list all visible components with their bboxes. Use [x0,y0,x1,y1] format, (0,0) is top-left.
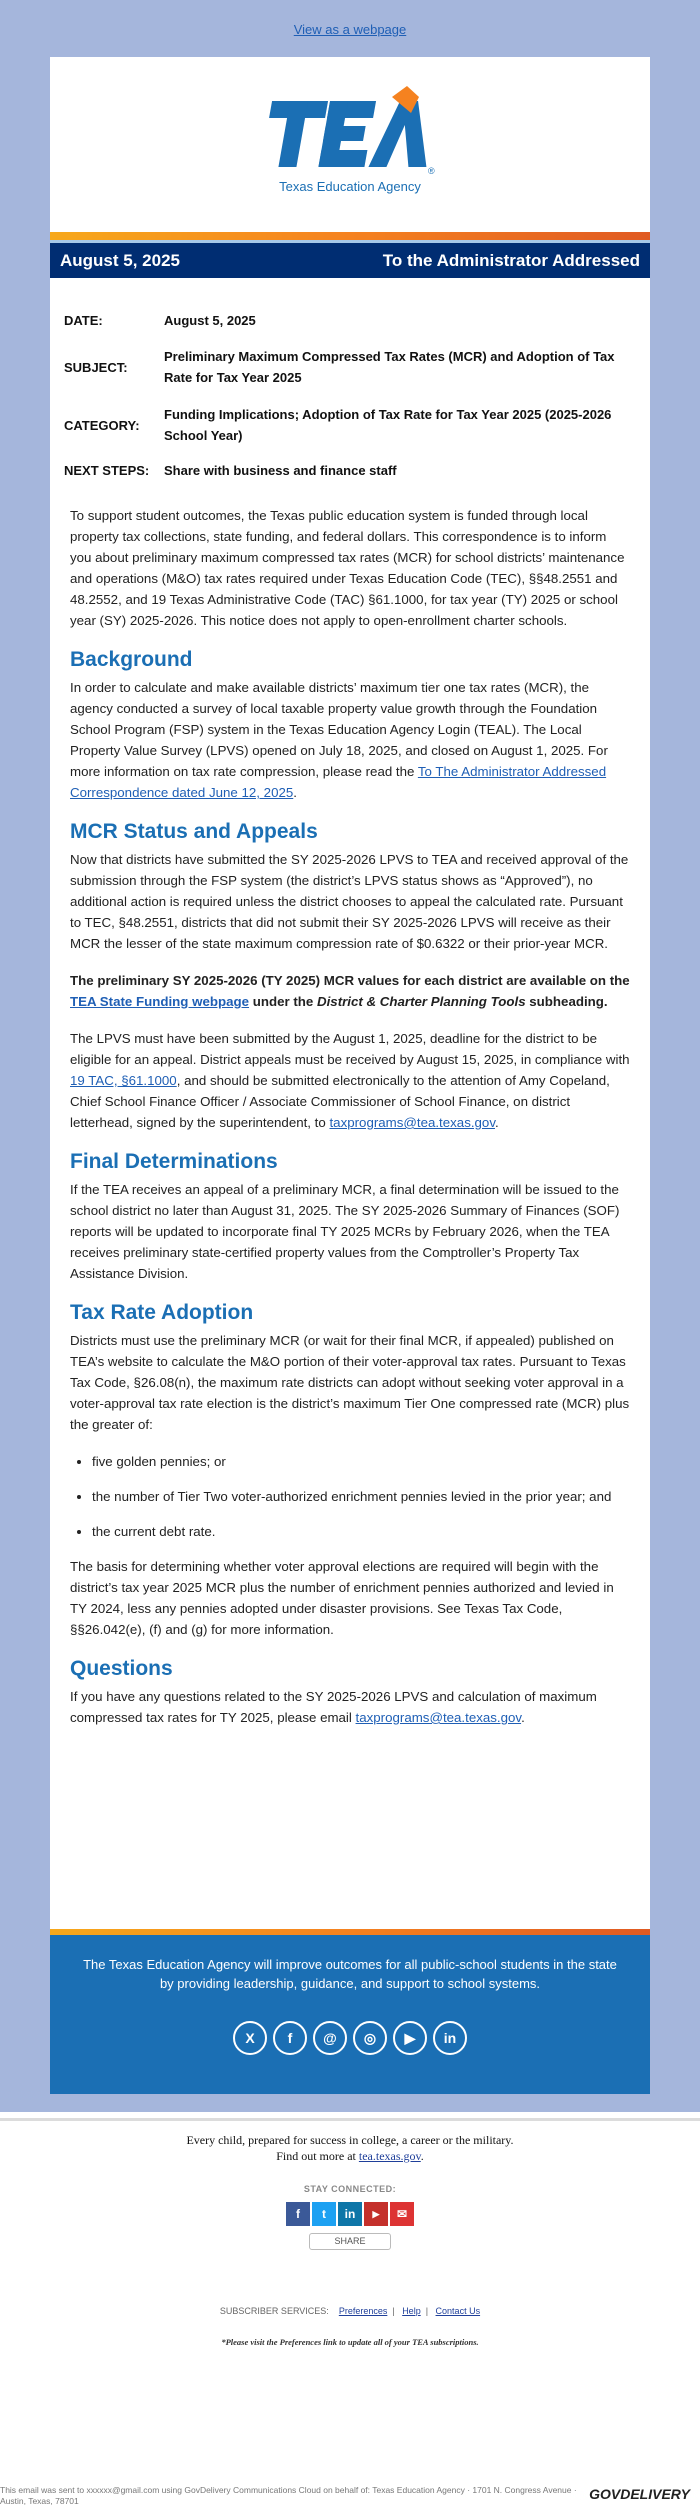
intro-paragraph: To support student outcomes, the Texas public education system is funded through local property tax collections, state funding, and federal dollars. This correspondence is to inform you about preliminary maximum compressed tax rates (MCR) for school districts’ maintenance and operations (M&O) tax rates required under Texas Education Code (TEC), §§48.2551 and 48.2552, and 19 Texas Administrative Code (TAC) §61.1000, for tax year (TY) 2025 or school year (SY) 2025-2026. This notice does not apply to open-enrollment charter schools. [70,508,625,628]
state-funding-link[interactable]: TEA State Funding webpage [70,994,250,1009]
mission-statement: The Texas Education Agency will improve outcomes for all public-school students in the state by providing leadership, guidance, and support to school systems. [83,1957,617,1991]
questions-paragraph: If you have any questions related to the SY 2025-2026 LPVS and calculation of maximum compressed tax rates for TY 2025, please email taxprograms@tea.texas.gov. [70,1689,597,1725]
tea-logo [50,73,650,223]
accent-stripe [50,232,650,240]
final-determinations-heading: Final Determinations [70,1150,278,1173]
legal-notice: This email was sent to xxxxxx@gmail.com using GovDelivery Communications Cloud on behalf of: Texas Education Agency · 1701 N. Congress Avenue · Austin, Texas, 78701 [0,2485,577,2506]
list-item: • the number of Tier Two voter-authorized enrichment pennies levied in the prior year; and [92,1486,630,1507]
social-links [50,2021,650,2055]
questions-heading: Questions [70,1657,173,1680]
govdelivery-logo: GOVDELIVERY [589,2486,690,2502]
meta-row-next-steps: NEXT STEPS: Share with business and finance staff [64,462,397,478]
questions-email-link[interactable]: taxprograms@tea.texas.gov [355,1710,522,1725]
memo-metadata [64,303,636,487]
divider [0,2118,700,2121]
agency-name: Texas Education Agency [279,179,421,194]
email-card [50,57,650,2094]
tagline: Every child, prepared for success in college, a career or the military. Find out more at tea.texas.gov. [186,2133,514,2163]
mcr-availability-note: The preliminary SY 2025-2026 (TY 2025) MCR values for each district are available on the TEA State Funding webpage under the District & Charter Planning Tools subheading. [70,973,630,1009]
view-as-webpage-link[interactable]: View as a webpage [293,22,407,37]
meta-row-subject: SUBJECT: Preliminary Maximum Compressed Tax Rates (MCR) and Adoption of Tax Rate for Tax Year 2025 [64,349,615,385]
background-paragraph: In order to calculate and make available districts’ maximum tier one tax rates (MCR), the agency conducted a survey of local taxable property value growth through the Foundation School Program (FSP) system in the Texas Education Agency Login (TEAL). The Local Property Value Survey (LPVS) opened on July 18, 2025, and closed on August 1, 2025. For more information on tax rate compression, please read the To The Administrator Addressed Correspondence dated June 12, 2025. [70,680,608,800]
subscriber-services: SUBSCRIBER SERVICES: Preferences | Help | Contact Us [219,2306,481,2316]
facebook-icon[interactable]: f [273,2021,307,2055]
june-correspondence-link[interactable]: To The Administrator Addressed Correspondence dated June 12, 2025 [70,764,607,800]
help-link[interactable]: Help [402,2306,421,2316]
list-item: • five golden pennies; or [92,1451,630,1472]
mcr-heading: MCR Status and Appeals [70,820,318,843]
tea-logo-mark [255,73,445,213]
list-item: • the current debt rate. [92,1521,630,1542]
threads-icon[interactable]: @ [313,2021,347,2055]
stay-connected-icons [0,2202,700,2226]
tax-rate-adoption-heading: Tax Rate Adoption [70,1301,254,1324]
instagram-icon[interactable]: ◎ [353,2021,387,2055]
tac-link[interactable]: 19 TAC, §61.1000 [70,1073,177,1088]
meta-row-category: CATEGORY: Funding Implications; Adoption of Tax Rate for Tax Year 2025 (2025-2026 School Year) [64,407,612,443]
adoption-bullets [70,1451,630,1542]
banner-date: August 5, 2025 [60,251,180,270]
banner-audience: To the Administrator Addressed [382,251,640,270]
youtube-icon[interactable]: ▶ [393,2021,427,2055]
background-heading: Background [70,648,193,671]
linkedin-icon[interactable]: in [338,2202,362,2226]
tea-website-link[interactable]: tea.texas.gov [358,2149,421,2163]
facebook-icon[interactable]: f [286,2202,310,2226]
stay-connected-label: STAY CONNECTED: [303,2184,397,2194]
meta-row-date: DATE: August 5, 2025 [64,312,256,328]
tax-rate-adoption-paragraph: Districts must use the preliminary MCR (or wait for their final MCR, if appealed) published on TEA’s website to calculate the M&O portion of their voter-approval tax rates. Pursuant to Texas Tax Code, §26.08(n), the maximum rate districts can adopt without seeking voter approval in a voter-approval tax rate election is the district’s maximum Tier One compressed rate (MCR) plus the greater of: [70,1333,630,1432]
twitter-icon[interactable]: t [312,2202,336,2226]
email-icon[interactable]: ✉ [390,2202,414,2226]
contact-us-link[interactable]: Contact Us [435,2306,481,2316]
youtube-icon[interactable]: ▶ [364,2202,388,2226]
mcr-paragraph: Now that districts have submitted the SY 2025-2026 LPVS to TEA and received approval of the submission through the FSP system (the district’s LPVS status shows as “Approved”), no additional action is required unless the district chooses to appeal the calculated rate. Pursuant to TEC, §48.2551, districts that did not submit their SY 2025-2026 LPVS will receive as their MCR the lesser of the state maximum compression rate of $0.6322 or their prior-year MCR. [70,852,629,951]
svg-text:®: ® [428,166,435,176]
share-button[interactable]: SHARE [309,2233,391,2250]
x-icon[interactable]: X [233,2021,267,2055]
memo-body [70,505,630,1744]
preferences-link[interactable]: Preferences [338,2306,388,2316]
tax-programs-email-link[interactable]: taxprograms@tea.texas.gov [329,1115,495,1130]
footer-banner [50,1935,650,2094]
final-determinations-paragraph: If the TEA receives an appeal of a preliminary MCR, a final determination will be issued to the school district no later than August 31, 2025. The SY 2025-2026 Summary of Finances (SOF) reports will be updated to incorporate final TY 2025 MCRs by February 2026, when the TEA receives preliminary state-certified property values from the Comptroller’s Property Tax Assistance Division. [70,1182,620,1281]
voter-approval-paragraph: The basis for determining whether voter approval elections are required will begin with the district’s tax year 2025 MCR plus the number of enrichment pennies authorized and levied in TY 2024, less any pennies adopted under disaster provisions. See Texas Tax Code, §§26.042(e), (f) and (g) for more information. [70,1559,614,1637]
linkedin-icon[interactable]: in [433,2021,467,2055]
header-banner [50,243,650,278]
appeals-paragraph: The LPVS must have been submitted by the August 1, 2025, deadline for the district to be eligible for an appeal. District appeals must be received by August 15, 2025, in compliance with 19 TAC, §61.1000, and should be submitted electronically to the attention of Amy Copeland, Chief School Finance Officer / Associate Commissioner of School Finance, on district letterhead, signed by the superintendent, to taxprograms@tea.texas.gov. [70,1031,630,1130]
preferences-note: *Please visit the Preferences link to update all of your TEA subscriptions. [221,2337,479,2347]
